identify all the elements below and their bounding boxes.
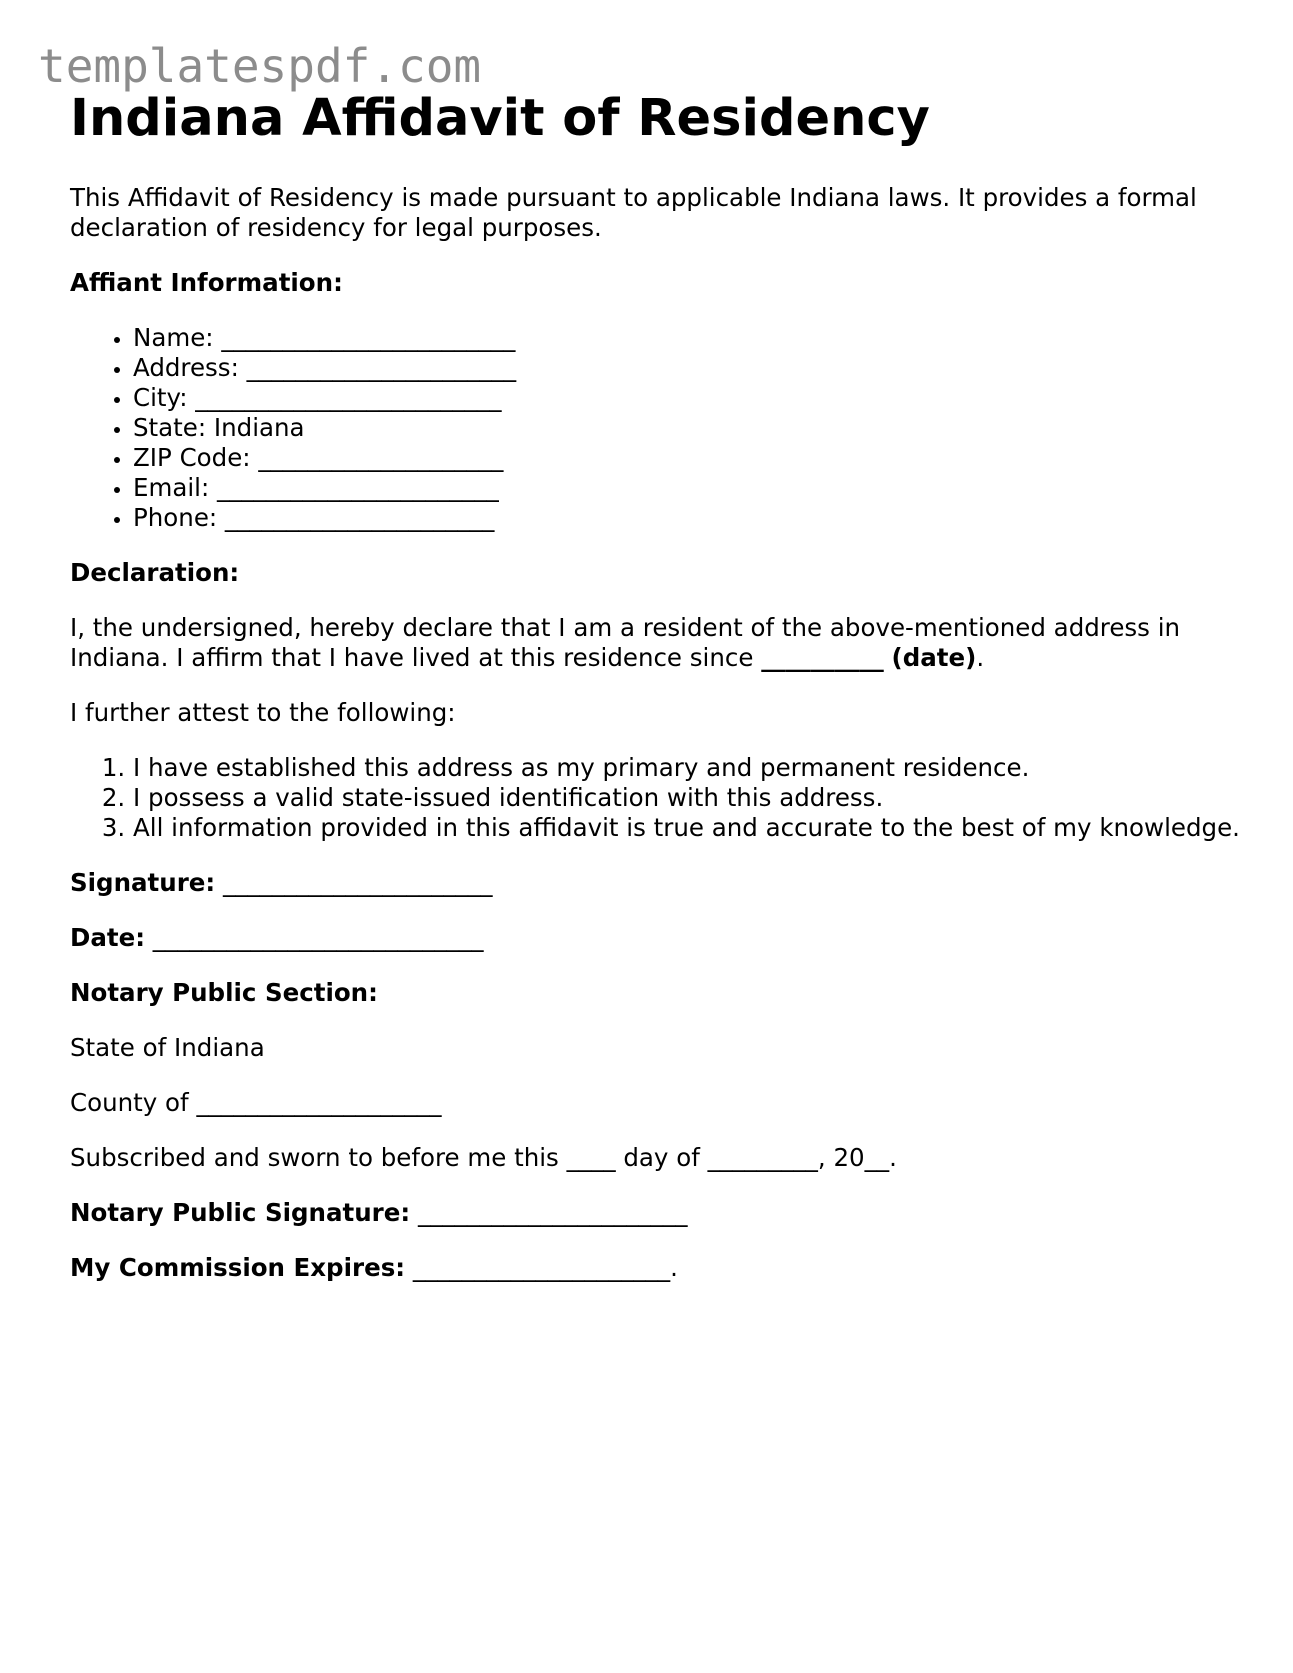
attest-item: 3. All information provided in this affidavit is true and accurate to the best of my knowledge.: [133, 813, 1240, 843]
attest-item: 2. I possess a valid state-issued identification with this address.: [133, 783, 1240, 813]
intro-paragraph: This Affidavit of Residency is made pursuant to applicable Indiana laws. It provides a formal declaration of residency for legal purposes.: [70, 183, 1197, 242]
affiant-name-field: • Name: ________________________: [133, 323, 1240, 353]
attest-intro: I further attest to the following:: [70, 698, 456, 727]
notary-sworn-statement: Subscribed and sworn to before me this ____ day of _________, 20__.: [70, 1143, 897, 1172]
declaration-date-blank: __________: [761, 643, 884, 672]
affiant-email-field: • Email: _______________________: [133, 473, 1240, 503]
signature-line: Signature: ______________________: [70, 868, 493, 897]
document-body: [70, 183, 1240, 1308]
affiant-city-field: • City: _________________________: [133, 383, 1240, 413]
notary-commission-line: My Commission Expires: _____________________.: [70, 1253, 678, 1282]
notary-heading: Notary Public Section:: [70, 978, 378, 1007]
affiant-phone-field: • Phone: ______________________: [133, 503, 1240, 533]
affiant-list: [70, 323, 1240, 533]
affiant-heading: Affiant Information:: [70, 268, 343, 297]
declaration-date-label: (date): [891, 643, 977, 672]
affiant-state-field: • State: Indiana: [133, 413, 1240, 443]
attest-item: 1. I have established this address as my primary and permanent residence.: [133, 753, 1240, 783]
declaration-heading: Declaration:: [70, 558, 240, 587]
affiant-address-field: • Address: ______________________: [133, 353, 1240, 383]
attest-list: [70, 753, 1240, 843]
notary-state: State of Indiana: [70, 1033, 265, 1062]
date-line: Date: ___________________________: [70, 923, 484, 952]
declaration-paragraph: I, the undersigned, hereby declare that I am a resident of the above-mentioned address in Indiana. I affirm that I have lived at this residence since __________ (date).: [70, 613, 1181, 672]
notary-signature-line: Notary Public Signature: ______________________: [70, 1198, 688, 1227]
watermark: templatespdf.com: [38, 39, 482, 93]
document-title: Indiana Affidavit of Residency: [70, 89, 930, 148]
affiant-zip-field: • ZIP Code: ____________________: [133, 443, 1240, 473]
notary-county: County of ____________________: [70, 1088, 442, 1117]
